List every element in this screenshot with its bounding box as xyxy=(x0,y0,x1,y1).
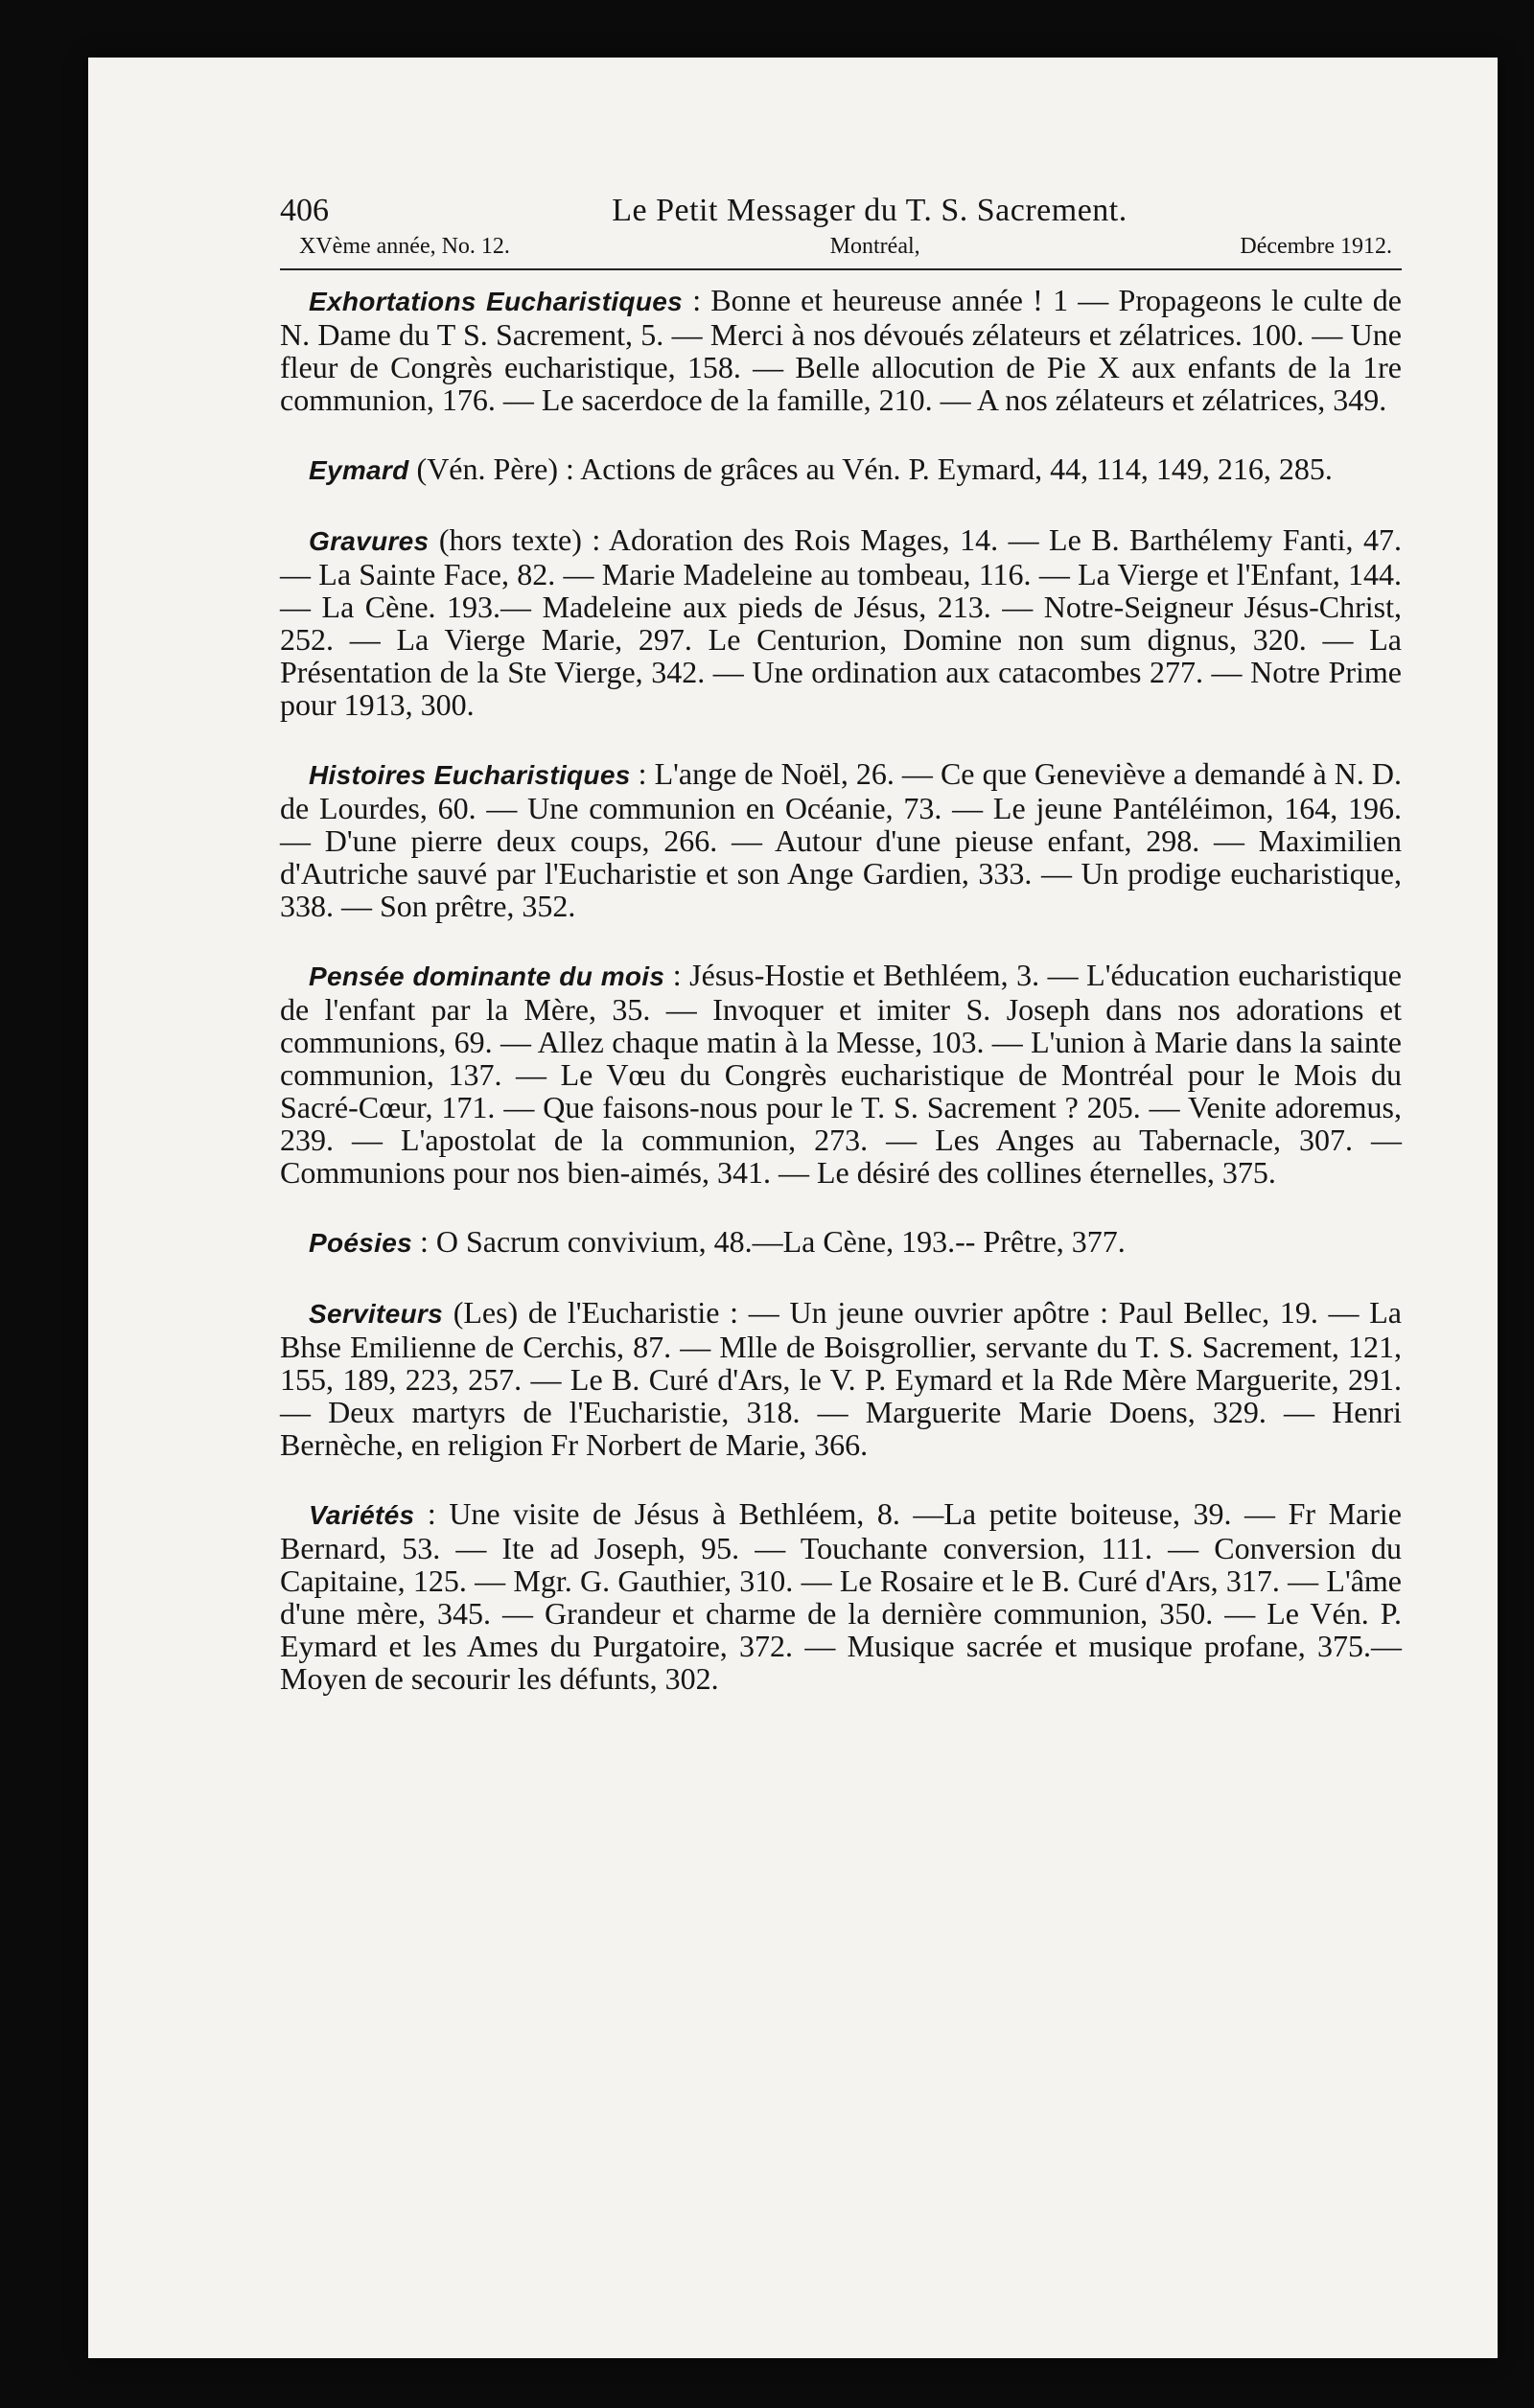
entry-text: : Bonne et heureuse année ! 1 — Propageons le culte de N. Dame du T S. Sacrement, 5. — Merci à nos dévoués zélateurs et zélatrices. 100. — Une fleur de Congrès eucharistique, 158. — Belle allocution de Pie X aux enfants de la 1re communion, 176. — Le sacerdoce de la famille, 210. — A nos zélateurs et zélatrices, 349. xyxy=(280,283,1402,417)
entry-term: Serviteurs xyxy=(309,1299,443,1329)
issue-number: XVème année, No. 12. xyxy=(299,234,510,259)
entry-text: : Actions de grâces au Vén. P. Eymard, 44, 114, 149, 216, 285. xyxy=(558,452,1333,486)
page-number: 406 xyxy=(280,193,329,228)
entry-note: (Vén. Père) xyxy=(408,452,559,486)
entry-note: (hors texte) xyxy=(429,522,582,557)
document-page xyxy=(88,58,1498,2358)
index-entry xyxy=(280,757,1402,922)
entry-term: Variétés xyxy=(309,1500,415,1530)
page-content xyxy=(280,192,1402,1731)
entry-text: : L'ange de Noël, 26. — Ce que Geneviève a demandé à N. D. de Lourdes, 60. — Une communion en Océanie, 73. — Le jeune Pantéléimon, 164, 196. — D'une pierre deux coups, 266. — Autour d'une pieuse enfant, 298. — Maximilien d'Autriche sauvé par l'Eucharistie et son Ange Gardien, 333. — Un prodige eucharistique, 338. — Son prêtre, 352. xyxy=(280,756,1403,923)
entry-text: : O Sacrum convivium, 48.—La Cène, 193.-- Prêtre, 377. xyxy=(411,1224,1126,1259)
journal-title: Le Petit Messager du T. S. Sacrement. xyxy=(612,193,1127,228)
running-header xyxy=(280,192,1402,230)
entry-term: Pensée dominante du mois xyxy=(309,961,665,991)
entry-text: : — Un jeune ouvrier apôtre : Paul Bellec, 19. — La Bhse Emilienne de Cerchis, 87. — Mlle de Boisgrollier, servante du T. S. Sacrement, 121, 155, 189, 223, 257. — Le B. Curé d'Ars, le V. P. Eymard et la Rde Mère Marguerite, 291. — Deux martyrs de l'Eucharistie, 318. — Marguerite Marie Doens, 329. — Henri Bernèche, en religion Fr Norbert de Marie, 366. xyxy=(280,1295,1403,1462)
entry-term: Gravures xyxy=(309,526,430,556)
header-rule xyxy=(280,268,1402,270)
index-entry xyxy=(280,523,1402,721)
index-entry xyxy=(280,1296,1402,1461)
entry-term: Exhortations Eucharistiques xyxy=(309,287,683,316)
entry-text: : Jésus-Hostie et Bethléem, 3. — L'éducation eucharistique de l'enfant par la Mère, 35. — Invoquer et imiter S. Joseph dans nos adorations et communions, 69. — Allez chaque matin à la Messe, 103. — L'union à Marie dans la sainte communion, 137. — Le Vœu du Congrès eucharistique de Montréal pour le Mois du Sacré-Cœur, 171. — Que faisons-nous pour le T. S. Sacrement ? 205. — Venite adoremus, 239. — L'apostolat de la communion, 273. — Les Anges au Tabernacle, 307. — Communions pour nos bien-aimés, 341. — Le désiré des collines éternelles, 375. xyxy=(280,958,1402,1190)
entry-term: Poésies xyxy=(309,1228,412,1258)
entry-text: : Une visite de Jésus à Bethléem, 8. —La petite boiteuse, 39. — Fr Marie Bernard, 53. — Ite ad Joseph, 95. — Touchante conversion, 111. — Conversion du Capitaine, 125. — Mgr. G. Gauthier, 310. — Le Rosaire et le B. Curé d'Ars, 317. — L'âme d'une mère, 345. — Grandeur et charme de la dernière communion, 350. — Le Vén. P. Eymard et les Ames du Purgatoire, 372. — Musique sacrée et musique profane, 375.—Moyen de secourir les défunts, 302. xyxy=(280,1496,1402,1696)
index-entry xyxy=(280,284,1402,416)
issue-line xyxy=(280,230,1402,263)
issue-city: Montréal, xyxy=(829,234,920,259)
entry-note: (Les) de l'Eucharistie xyxy=(442,1295,720,1330)
entry-term: Histoires Eucharistiques xyxy=(309,760,631,790)
issue-date: Décembre 1912. xyxy=(1240,234,1392,259)
entry-term: Eymard xyxy=(309,455,409,485)
index-entry xyxy=(280,1497,1402,1695)
index-entry xyxy=(280,959,1402,1189)
index-entry xyxy=(280,1225,1402,1260)
entry-text: : Adoration des Rois Mages, 14. — Le B. Barthélemy Fanti, 47. — La Sainte Face, 82. — Marie Madeleine au tombeau, 116. — La Vierge et l'Enfant, 144. — La Cène. 193.— Madeleine aux pieds de Jésus, 213. — Notre-Seigneur Jésus-Christ, 252. — La Vierge Marie, 297. Le Centurion, Domine non sum dignus, 320. — La Présentation de la Ste Vierge, 342. — Une ordination aux catacombes 277. — Notre Prime pour 1913, 300. xyxy=(280,522,1403,722)
index-entry xyxy=(280,452,1402,487)
